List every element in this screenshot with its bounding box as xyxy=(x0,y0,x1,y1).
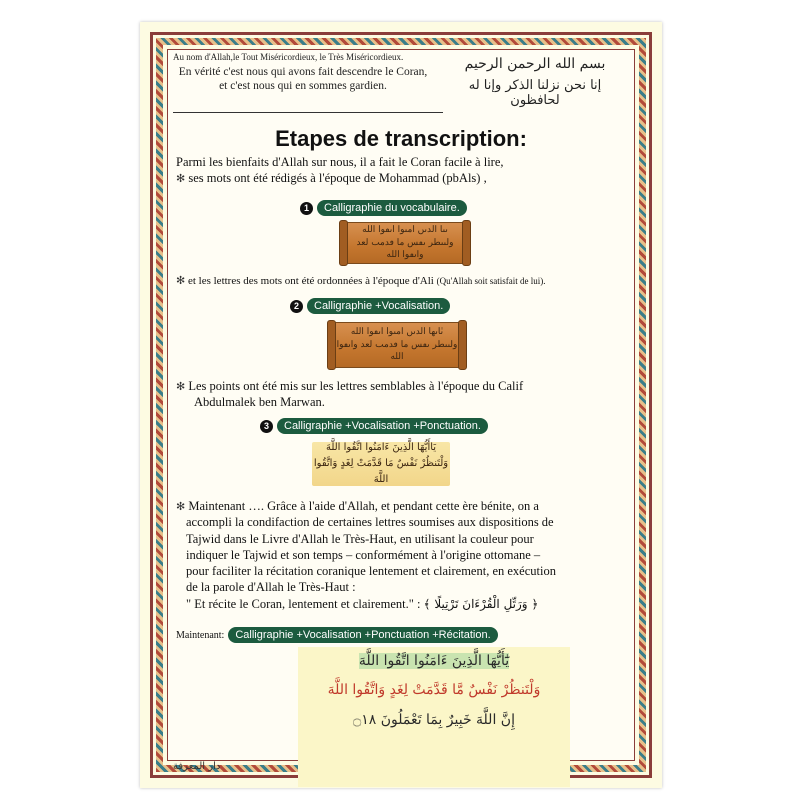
intro-line2-wrap xyxy=(176,170,487,186)
final-prefix: Maintenant: xyxy=(176,629,225,641)
intro-line2: ses mots ont été rédigés à l'époque de Mohammad (pbAls) , xyxy=(188,171,487,185)
bullet-ali-text: et les lettres des mots ont été ordonnées à l'époque d'Ali xyxy=(187,275,434,287)
step-2-scroll-image xyxy=(332,322,462,368)
step-2-arabic-line1: ىٰاٮها الدٮں امٮوا اٮڡوا الله xyxy=(350,327,444,338)
intro-line1: Parmi les bienfaits d'Allah sur nous, il a fait le Coran facile à lire, xyxy=(176,155,504,169)
step-3-plate-image xyxy=(312,442,450,486)
bullet-ali-note: (Qu'Allah soit satisfait de lui). xyxy=(436,276,546,286)
publisher-logo: دار المعرفة xyxy=(173,761,221,772)
paragraph-quote: " Et récite le Coran, lentement et clairement." : xyxy=(186,596,421,611)
paragraph xyxy=(176,498,636,612)
final-line2: وَلْتَنظُرْ نَفْسٌ مَّا قَدَّمَتْ لِغَدٍ وَاتَّقُوا اللَّهَ xyxy=(327,682,541,699)
final-verse-panel xyxy=(298,647,570,787)
asterisk-icon: ✻ xyxy=(176,274,186,287)
basmala: بسم الله الرحمن الرحيم xyxy=(464,56,606,72)
step-2-number: 2 xyxy=(290,300,303,313)
step-1-label: Calligraphie du vocabulaire. xyxy=(317,200,467,216)
header-line3: et c'est nous qui en sommes gardien. xyxy=(219,79,387,92)
header xyxy=(173,52,629,116)
paragraph-line4: indiquer le Tajwid et son temps – conformément à l'origine ottomane – xyxy=(186,547,541,562)
step-3-label: Calligraphie +Vocalisation +Ponctuation. xyxy=(277,418,488,434)
asterisk-icon: ✻ xyxy=(176,380,186,393)
step-1-scroll-image xyxy=(344,222,466,264)
paragraph-line5: pour faciliter la récitation coranique lentement et clairement, en exécution xyxy=(186,564,556,579)
step-3-arabic-line1: يَاأَيُّهَا الَّذِينَ ءَامَنُوا اتَّقُوا اللَّهَ xyxy=(325,442,437,453)
step-3-number: 3 xyxy=(260,420,273,433)
bullet-points-line1: Les points ont été mis sur les lettres semblables à l'époque du Calif xyxy=(188,379,524,393)
header-divider xyxy=(173,112,443,113)
asterisk-icon: ✻ xyxy=(176,172,186,185)
header-line2: En vérité c'est nous qui avons fait descendre le Coran, xyxy=(178,66,428,79)
paragraph-line6: de la parole d'Allah le Très-Haut : xyxy=(186,580,356,595)
header-line1: Au nom d'Allah,le Tout Miséricordieux, le Très Miséricordieux. xyxy=(173,52,404,62)
step-3-arabic-line2: وَلْتَنظُرْ نَفْسٌ مَا قَدَّمَتْ لِغَدٍ وَاتَّقُوا اللَّهَ xyxy=(313,458,449,485)
step-2-arabic-line2: ولٮٮطر ٮڡس ما ڡدمٮ لعد واٮڡوا الله xyxy=(336,339,458,363)
step-2-heading xyxy=(290,298,450,314)
paragraph-line1: Maintenant …. Grâce à l'aide d'Allah, et pendant cette ère bénite, on a xyxy=(188,499,539,513)
step-1-arabic-line2: ولٮٮطر ٮڡس ما ڡدمٮ لعد واٮڡوا الله xyxy=(356,237,454,261)
step-1-number: 1 xyxy=(300,202,313,215)
header-arabic xyxy=(445,56,625,108)
final-line1: يَٰٓأَيُّهَا الَّذِينَ ءَامَنُوا اتَّقُوا اللَّهَ xyxy=(358,653,510,669)
header-french xyxy=(173,52,433,93)
bullet-points-line2: Abdulmalek ben Marwan. xyxy=(194,395,325,410)
step-3-heading xyxy=(260,418,488,434)
step-1-heading xyxy=(300,200,467,216)
bullet-points xyxy=(176,378,523,411)
final-label: Calligraphie +Vocalisation +Ponctuation +Récitation. xyxy=(228,627,497,643)
paragraph-line2: accompli la condifaction de certaines lettres soumises aux dispositions de xyxy=(186,515,554,530)
step-1-arabic-line1: ىٮا الدٮں امٮوا اٮڡوا الله xyxy=(362,225,448,236)
paragraph-quote-arabic: ﴿ وَرَتِّلِ الْقُرْءَانَ تَرْتِيلًا ﴾ xyxy=(423,596,539,611)
final-heading xyxy=(176,627,498,643)
step-2-label: Calligraphie +Vocalisation. xyxy=(307,298,450,314)
paragraph-line3: Tajwid dans le Livre d'Allah le Très-Haut, en utilisant la couleur pour xyxy=(186,531,534,546)
asterisk-icon: ✻ xyxy=(176,500,186,513)
page-title: Etapes de transcription: xyxy=(275,126,527,151)
bullet-ali xyxy=(176,274,545,288)
header-verse: إنا نحن نزلنا الذكر وإنا له لحافظون xyxy=(468,78,602,108)
page xyxy=(140,22,662,788)
final-line3: إِنَّ اللَّهَ خَبِيرٌ بِمَا تَعْمَلُونَ ۝١٨ xyxy=(353,711,515,728)
paragraph-quote-row xyxy=(176,596,636,613)
